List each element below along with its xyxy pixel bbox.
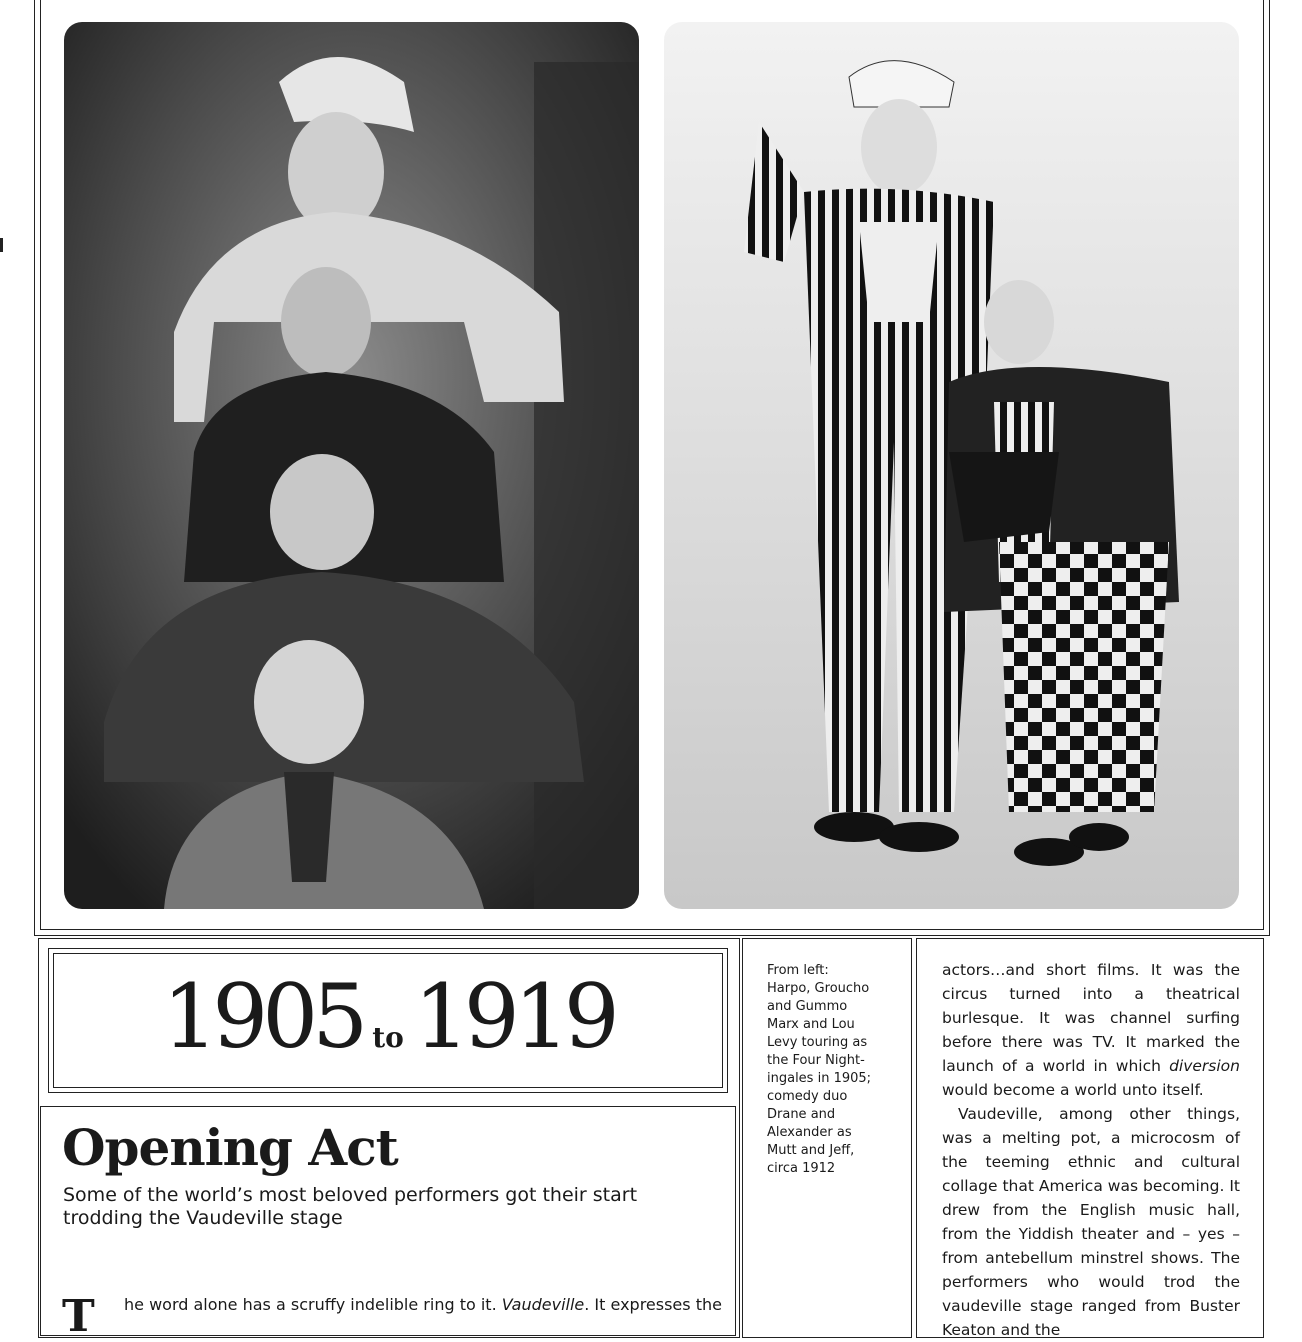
article-column-right [942, 958, 1240, 1342]
body-emphasis: Vaudeville [501, 1295, 585, 1314]
body-text: actors…and short films. It was the circus turned into a theatrical burlesque. It was channel surfing before there was TV. It marked the launch of a world in which [942, 961, 1240, 1075]
margin-tick [0, 238, 3, 252]
photo-marx-brothers [64, 22, 639, 909]
article-body-first-line [124, 1294, 724, 1316]
year-start: 1905 [162, 965, 363, 1068]
body-text: would become a world unto itself. [942, 1081, 1204, 1099]
body-text: . It expresses the [584, 1295, 722, 1314]
date-banner [48, 948, 728, 1093]
paragraph [942, 958, 1240, 1102]
drop-cap: T [62, 1291, 95, 1342]
photo-comedy-duo [664, 22, 1239, 909]
article-deck: Some of the world’s most beloved performers got their start trodding the Vaudeville stage [63, 1184, 638, 1229]
year-end: 1919 [413, 965, 614, 1068]
article-headline: Opening Act [62, 1118, 398, 1177]
date-range [49, 967, 727, 1067]
body-text: he word alone has a scruffy indelible ring to it. [124, 1295, 502, 1314]
body-emphasis: diversion [1169, 1057, 1240, 1075]
paragraph: Vaudeville, among other things, was a melting pot, a microcosm of the teeming ethnic and cultural collage that America was becoming. It drew from the English music hall, from the Yiddish theater and – yes – from antebellum minstrel shows. The performers who would trod the vaudeville stage ranged from Buster Keaton and the [942, 1105, 1240, 1339]
photo-caption: From left: Harpo, Groucho and Gummo Marx and Lou Levy touring as the Four Night- ingales in 1905; comedy duo Drane and Alexander as Mutt and Jeff, circa 1912 [767, 963, 872, 1176]
year-connector: to [372, 1021, 404, 1054]
